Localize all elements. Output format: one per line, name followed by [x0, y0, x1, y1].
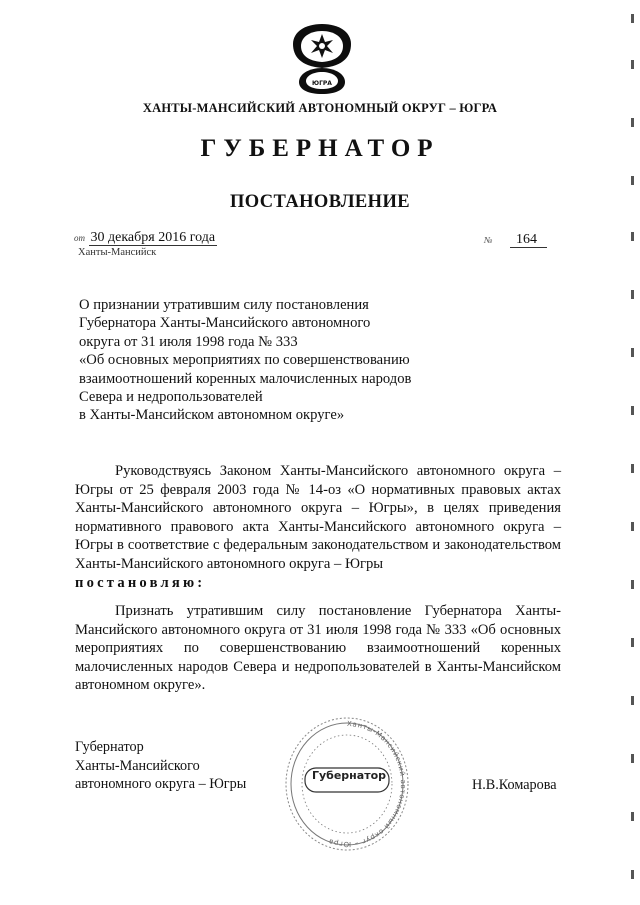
preamble-paragraph	[75, 462, 561, 592]
title-line: О признании утратившим силу постановления	[79, 297, 369, 313]
date-line	[74, 230, 217, 246]
coat-of-arms-emblem	[289, 22, 355, 96]
seal-label: Губернатор	[311, 769, 387, 782]
document-number	[484, 232, 547, 248]
number-value: 164	[510, 232, 547, 248]
signatory-position	[75, 738, 246, 794]
decree-word: постановляю:	[75, 574, 206, 591]
title-line: Губернатора Ханты-Мансийского автономного	[79, 315, 371, 332]
title-line: округа от 31 июля 1998 года № 333	[79, 333, 298, 350]
title-line: в Ханты-Мансийском автономном округе»	[79, 407, 345, 424]
title-line: Севера и недропользователей	[79, 389, 263, 406]
signatory-line: автономного округа – Югры	[75, 776, 247, 793]
city: Ханты-Мансийск	[78, 247, 157, 258]
preamble-text: Руководствуясь Законом Ханты-Мансийского автономного округа – Югры от 25 февраля 2003 года № 14-оз «О нормативных правовых актах Ханты-Мансийского автономного округа – Югры», в целях приведения нормативного правового акта Ханты-Мансийского автономного округа – Югры в соответствие с федеральным законодательством и законодательством Ханты-Мансийского автономного округа – Югры	[75, 463, 561, 572]
document-title	[79, 296, 479, 425]
date-prefix: от	[74, 233, 85, 243]
resolution-paragraph: Признать утратившим силу постановление Губернатора Ханты-Мансийского автономного округа от 31 июля 1998 года № 333 «Об основных мероприятиях по совершенствованию взаимоотношений коренных малочисленных народов Севера и недропользователей в Ханты-Мансийском автономном округе».	[75, 603, 561, 694]
document-date: 30 декабря 2016 года	[90, 230, 216, 245]
okrug-heading: ХАНТЫ-МАНСИЙСКИЙ АВТОНОМНЫЙ ОКРУГ – ЮГРА	[142, 101, 498, 115]
office-title: ГУБЕРНАТОР	[200, 135, 440, 162]
number-prefix: №	[484, 235, 493, 245]
document-type: ПОСТАНОВЛЕНИЕ	[229, 192, 410, 212]
title-line: взаимоотношений коренных малочисленных народов	[79, 370, 412, 387]
signatory-line: Губернатор	[75, 739, 144, 755]
signatory-line: Ханты-Мансийского	[75, 757, 200, 774]
signatory-name: Н.В.Комарова	[472, 777, 557, 793]
emblem-caption: ЮГРА	[312, 80, 332, 87]
seal-ring-text: Ханты-Мансийский автономный округ – Югра	[327, 719, 407, 849]
title-line: «Об основных мероприятиях по совершенствованию	[79, 352, 410, 369]
official-seal	[283, 712, 411, 854]
